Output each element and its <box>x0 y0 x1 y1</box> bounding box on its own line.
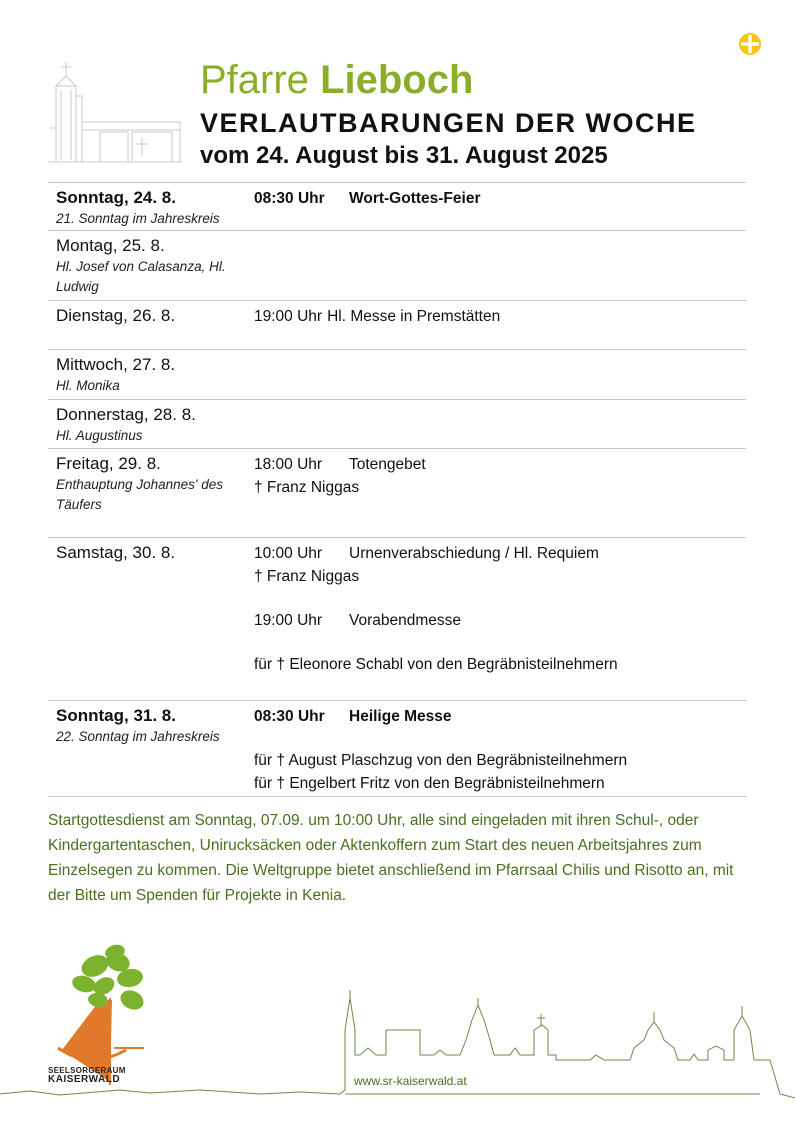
day-name: Samstag, 30. 8. <box>56 543 176 562</box>
event-line <box>254 476 744 499</box>
logo-line2: KAISERWALD <box>48 1074 121 1085</box>
schedule-row <box>48 538 746 701</box>
schedule-row <box>48 301 746 350</box>
day-feast: 21. Sonntag im Jahreskreis <box>56 211 220 226</box>
event-text: † Franz Niggas <box>254 479 360 496</box>
event-text: für † Eleonore Schabl von den Begräbnisteilnehmern <box>254 656 618 673</box>
events-cell <box>254 187 744 210</box>
day-name: Sonntag, 31. 8. <box>56 706 176 725</box>
schedule-row <box>48 701 746 797</box>
schedule-table <box>48 182 746 797</box>
event-time: 18:00 Uhr <box>254 456 323 473</box>
event-time: 19:00 Uhr <box>254 612 323 629</box>
website-link[interactable]: www.sr-kaiserwald.at <box>354 1074 467 1088</box>
event-line <box>254 187 744 210</box>
schedule-row <box>48 449 746 538</box>
event-line <box>254 609 744 632</box>
event-text: Wort-Gottes-Feier <box>349 190 481 207</box>
event-time: 10:00 Uhr <box>254 545 323 562</box>
events-cell <box>254 705 744 795</box>
day-name: Montag, 25. 8. <box>56 236 165 255</box>
day-cell <box>56 305 246 327</box>
notice-text: Startgottesdienst am Sonntag, 07.09. um 10:00 Uhr, alle sind eingeladen mit ihren Schul-, oder Kindergartentaschen, Unirucksäcken oder Aktenkoffern zum Start des neuen Arbeitsjahres zum Einzelsegen zu kommen. Die Weltgruppe bietet anschließend im Pfarrsaal Chilis und Risotto an, mit der Bitte um Spenden für Projekte in Kenia. <box>48 812 734 904</box>
event-text: Heilige Messe <box>349 708 452 725</box>
events-cell <box>254 453 744 499</box>
spacer <box>254 728 744 749</box>
event-line <box>254 749 744 772</box>
day-feast: 22. Sonntag im Jahreskreis <box>56 729 220 744</box>
event-text: für † Engelbert Fritz von den Begräbnisteilnehmern <box>254 775 605 792</box>
event-line <box>254 653 744 676</box>
day-feast: Hl. Augustinus <box>56 428 143 443</box>
date-range: vom 24. August bis 31. August 2025 <box>200 142 608 169</box>
day-name: Sonntag, 24. 8. <box>56 188 176 207</box>
event-text: Vorabendmesse <box>349 612 462 629</box>
logo-wordmark <box>48 1066 126 1084</box>
page-title: VERLAUTBARUNGEN DER WOCHE <box>200 108 697 138</box>
day-cell <box>56 354 246 396</box>
schedule-row <box>48 400 746 449</box>
event-line <box>254 772 744 795</box>
events-cell <box>254 305 744 328</box>
parish-title <box>200 56 473 104</box>
footer-graphics <box>0 930 795 1124</box>
event-line <box>254 305 744 328</box>
day-cell <box>56 235 246 297</box>
parish-prefix: Pfarre <box>200 58 309 102</box>
day-feast: Enthauptung Johannes' des Täufers <box>56 477 223 512</box>
day-name: Donnerstag, 28. 8. <box>56 405 196 424</box>
schedule-row <box>48 183 746 231</box>
event-line <box>254 542 744 565</box>
schedule-row <box>48 350 746 400</box>
day-cell <box>56 542 246 564</box>
day-cell <box>56 404 246 446</box>
schedule-row <box>48 231 746 301</box>
tree-logo-icon <box>58 943 147 1085</box>
event-line <box>254 453 744 476</box>
page-header <box>0 0 795 180</box>
day-cell <box>56 453 246 515</box>
parish-name: Lieboch <box>320 58 474 102</box>
day-feast: Hl. Josef von Calasanza, Hl. Ludwig <box>56 259 226 294</box>
event-text: Hl. Messe in Premstätten <box>327 308 501 325</box>
day-feast: Hl. Monika <box>56 378 120 393</box>
spacer <box>254 588 744 609</box>
day-name: Mittwoch, 27. 8. <box>56 355 176 374</box>
event-text: Totengebet <box>349 456 426 473</box>
event-time: 08:30 Uhr <box>254 190 325 207</box>
event-line <box>254 705 744 728</box>
day-name: Dienstag, 26. 8. <box>56 306 176 325</box>
church-illustration-icon <box>48 60 182 165</box>
logo-line1: SEELSORGERAUM <box>48 1066 126 1075</box>
day-name: Freitag, 29. 8. <box>56 454 161 473</box>
events-cell <box>254 542 744 676</box>
cross-badge-icon <box>738 32 762 56</box>
spacer <box>254 632 744 653</box>
event-text: Urnenverabschiedung / Hl. Requiem <box>349 545 599 562</box>
day-cell <box>56 187 246 229</box>
event-time: 19:00 Uhr <box>254 308 323 325</box>
event-text: für † August Plaschzug von den Begräbnisteilnehmern <box>254 752 628 769</box>
event-line <box>254 565 744 588</box>
event-time: 08:30 Uhr <box>254 708 325 725</box>
event-text: † Franz Niggas <box>254 568 360 585</box>
day-cell <box>56 705 246 747</box>
page-footer <box>0 930 795 1124</box>
